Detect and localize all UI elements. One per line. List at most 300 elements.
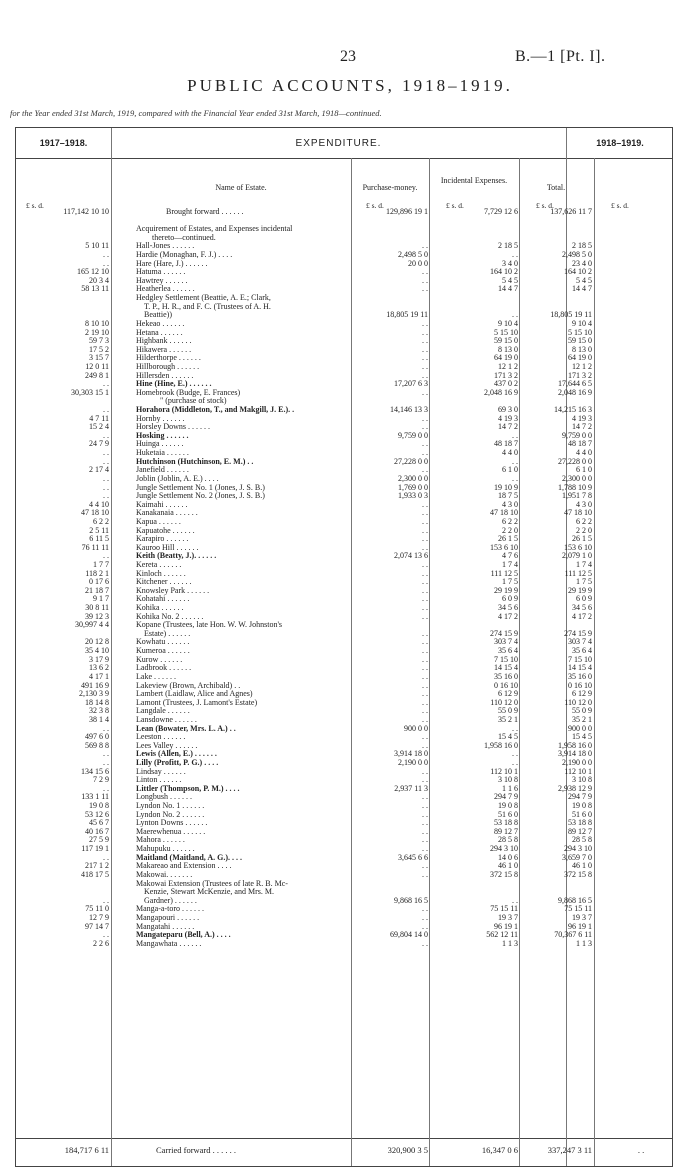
table-row [16, 484, 674, 493]
units-incidental: £ s. d. [446, 201, 464, 210]
table-row [16, 492, 674, 501]
cell-name: Makowai Extension (Trustees of late R. B. Mc- [136, 879, 288, 888]
cell-total: 6 0 9 [576, 595, 592, 604]
cell-previous: . . [103, 259, 109, 268]
cell-incidental: 47 18 10 [490, 509, 518, 518]
cell-name: Makareao and Extension . . . . [136, 862, 232, 871]
cell-purchase: . . [422, 604, 428, 613]
table-row [16, 423, 674, 432]
cell-purchase: . . [422, 836, 428, 845]
cell-previous: . . [103, 853, 109, 862]
cell-name: Hillborough . . . . . . [136, 362, 200, 371]
cell-name: Huinga . . . . . . [136, 440, 184, 449]
cell-name: Homebrook (Budge, E. Frances) [136, 388, 241, 397]
cell-incidental: . . [512, 431, 518, 440]
cell-name: Mangatahi . . . . . . [136, 922, 195, 931]
cell-name: Joblin (Joblin, A. E.) . . . . [136, 474, 219, 483]
units-purchase: £ s. d. [366, 201, 384, 210]
cell-incidental: 19 10 9 [494, 483, 518, 492]
cell-name: thereto—continued. [152, 233, 216, 242]
table-row [16, 707, 674, 716]
table-row [16, 449, 674, 458]
cell-incidental: 4 17 2 [498, 612, 518, 621]
table-row [16, 234, 674, 243]
cell-previous: 2 2 6 [93, 939, 109, 948]
cell-incidental: 294 3 10 [490, 845, 518, 854]
table-row [16, 415, 674, 424]
table-row [16, 329, 674, 338]
cell-previous: 12 7 9 [89, 913, 109, 922]
cell-total: 2,498 5 0 [562, 251, 592, 260]
cell-incidental: 1,958 16 0 [484, 741, 518, 750]
cell-previous: 39 12 3 [85, 612, 109, 621]
footer-divider [16, 1138, 672, 1139]
cell-incidental: . . [512, 724, 518, 733]
cell-previous: 97 14 7 [85, 922, 109, 931]
cell-incidental: 110 12 0 [490, 698, 518, 707]
cell-name: Jungle Settlement No. 2 (Jones, J. S. B.) [136, 492, 265, 501]
cell-name: Karapiro . . . . . . [136, 535, 189, 544]
table-row [16, 587, 674, 596]
table-row [16, 819, 674, 828]
cell-name: Kowhatu . . . . . . [136, 638, 190, 647]
cell-total: 7 15 10 [568, 655, 592, 664]
carried-forward-row [16, 1140, 674, 1160]
table-row [16, 836, 674, 845]
cell-previous: 59 7 3 [89, 337, 109, 346]
cell-previous: 30 8 11 [85, 604, 109, 613]
cell-purchase: . . [422, 767, 428, 776]
cell-previous: . . [103, 931, 109, 940]
cell-previous: 20 12 8 [85, 638, 109, 647]
cell-name: Langdale . . . . . . [136, 707, 190, 716]
cell-purchase: . . [422, 827, 428, 836]
cell-purchase: . . [422, 905, 428, 914]
cell-total: 14,215 16 3 [554, 406, 592, 415]
cell-total: 5 4 5 [576, 276, 592, 285]
cell-incidental: . . [512, 896, 518, 905]
cell-purchase: 2,190 0 0 [398, 759, 428, 767]
cell-purchase: . . [422, 345, 428, 354]
cell-total: 900 0 0 [568, 724, 592, 733]
cell-name: Lewis (Allen, E.) . . . . . . [136, 750, 217, 759]
cell-purchase: . . [422, 819, 428, 828]
table-row [16, 828, 674, 837]
cell-incidental: 111 12 5 [490, 569, 518, 578]
cell-purchase: . . [422, 371, 428, 380]
cell-total: 303 7 4 [568, 638, 592, 647]
table-row [16, 242, 674, 251]
cell-purchase: 27,228 0 0 [394, 457, 428, 466]
cell-name: Huketaia . . . . . . [136, 449, 189, 458]
cell-name: Lyndon No. 2 . . . . . . [136, 810, 205, 819]
cell-incidental: 2 18 5 [498, 242, 518, 251]
table-row [16, 570, 674, 579]
cell-previous: 76 11 11 [81, 543, 109, 552]
cell-name: Kereta . . . . . . [136, 560, 182, 569]
cell-total: 8 13 0 [572, 345, 592, 354]
cell-previous: 58 13 11 [81, 285, 109, 294]
cell-incidental: 35 2 1 [498, 715, 518, 724]
cell-incidental: 6 0 9 [502, 595, 518, 604]
cell-name: Mangapouri . . . . . . [136, 913, 200, 922]
cell-incidental: 75 15 11 [490, 905, 518, 914]
cell-previous: 249 8 1 [85, 371, 109, 380]
cell-incidental: 19 3 7 [498, 913, 518, 922]
cell-name: Lynton Downs . . . . . . [136, 819, 208, 828]
cell-purchase: 129,896 19 1 [386, 208, 428, 216]
cell-total: 153 6 10 [564, 543, 592, 552]
cell-previous: . . [103, 750, 109, 759]
table-row [16, 923, 674, 932]
cell-name: Horahora (Middleton, T., and Makgill, J. E.). . [136, 406, 295, 415]
cell-purchase: . . [422, 698, 428, 707]
table-row [16, 647, 674, 656]
cell-purchase: 2,300 0 0 [398, 474, 428, 483]
cell-previous: 6 11 5 [89, 535, 109, 544]
cell-purchase: . . [422, 526, 428, 535]
cell-purchase: . . [422, 328, 428, 337]
cell-incidental: 112 10 1 [490, 767, 518, 776]
cell-purchase: . . [422, 922, 428, 931]
cell-previous: . . [103, 759, 109, 767]
cell-purchase: . . [422, 913, 428, 922]
cell-name: Mahupuku . . . . . . [136, 845, 195, 854]
cell-purchase: . . [422, 664, 428, 673]
cell-name: Kohika No. 2 . . . . . . [136, 612, 204, 621]
cell-incidental: 16,347 0 6 [481, 1145, 518, 1155]
cell-incidental: 14 7 2 [498, 423, 518, 432]
cell-total: 46 1 0 [572, 862, 592, 871]
cell-total: 4 17 2 [572, 612, 592, 621]
cell-previous: 30,997 4 4 [75, 621, 109, 630]
table-row [16, 759, 674, 768]
document-reference: B.—1 [Pt. I]. [515, 48, 606, 65]
cell-purchase: . . [422, 681, 428, 690]
table-body [16, 208, 674, 948]
cell-name: Manga-a-toro . . . . . . [136, 905, 204, 914]
cell-name: Hatuma . . . . . . [136, 268, 186, 277]
cell-purchase: . . [422, 337, 428, 346]
table-row [16, 793, 674, 802]
cell-previous: 2,130 3 9 [79, 690, 109, 699]
cell-name: Keith (Beatty, J.). . . . . . [136, 552, 217, 561]
cell-previous: 32 3 8 [89, 707, 109, 716]
cell-purchase: . . [422, 586, 428, 595]
table-row [16, 337, 674, 346]
cell-previous: 3 17 9 [89, 655, 109, 664]
cell-incidental: 8 13 0 [498, 345, 518, 354]
cell-incidental: 64 19 0 [494, 354, 518, 363]
cell-incidental: 28 5 8 [498, 836, 518, 845]
incidental-column-header: Incidental Expenses. [440, 176, 508, 185]
cell-total: 35 2 1 [572, 715, 592, 724]
cell-name: Kumeroa . . . . . . [136, 647, 190, 656]
cell-purchase: 2,074 13 6 [394, 552, 428, 561]
cell-total: 1 1 3 [576, 939, 592, 948]
cell-purchase: 320,900 3 5 [387, 1145, 428, 1155]
cell-purchase: . . [422, 500, 428, 509]
table-row [16, 527, 674, 536]
cell-total: 2 18 5 [572, 242, 592, 251]
cell-total: 17,644 6 5 [558, 380, 592, 389]
cell-previous: 3 15 7 [89, 354, 109, 363]
cell-incidental: 18 7 5 [498, 492, 518, 501]
cell-total: 2,938 12 9 [558, 784, 592, 793]
cell-purchase: 17,207 6 3 [394, 380, 428, 389]
cell-total: 137,626 11 7 [550, 208, 592, 216]
cell-total: 372 15 8 [564, 870, 592, 879]
cell-total: 75 15 11 [564, 905, 592, 914]
cell-total: 51 6 0 [572, 810, 592, 819]
table-row [16, 613, 674, 622]
cell-name: Lansdowne . . . . . . [136, 715, 197, 724]
cell-previous: 491 16 9 [81, 681, 109, 690]
cell-name: Makowai. . . . . . . [136, 870, 193, 879]
table-row [16, 682, 674, 691]
cell-total: 14 4 7 [572, 285, 592, 294]
cell-purchase: . . [422, 578, 428, 587]
table-row [16, 217, 674, 226]
cell-name: Lakeview (Brown, Archibald) . . [136, 681, 241, 690]
cell-incidental: 9 10 4 [498, 319, 518, 328]
table-row [16, 871, 674, 880]
cell-total: 337,247 3 11 [547, 1145, 592, 1155]
cell-incidental: 274 15 9 [490, 629, 518, 638]
table-row [16, 914, 674, 923]
cell-total: 15 4 5 [572, 733, 592, 742]
table-row [16, 673, 674, 682]
cell-total: 2,190 0 0 [562, 759, 592, 767]
cell-name: Hosking . . . . . . [136, 431, 189, 440]
table-row [16, 785, 674, 794]
table-row [16, 940, 674, 949]
cell-purchase: . . [422, 647, 428, 656]
cell-purchase: . . [422, 629, 428, 638]
cell-incidental: 29 19 9 [494, 586, 518, 595]
cell-incidental: 12 1 2 [498, 362, 518, 371]
cell-previous: 5 10 11 [85, 242, 109, 251]
cell-incidental: 1 7 5 [502, 578, 518, 587]
cell-total: 64 19 0 [568, 354, 592, 363]
cell-name: Kanakanaia . . . . . . [136, 509, 198, 518]
table-row [16, 699, 674, 708]
cell-total: 0 16 10 [568, 681, 592, 690]
cell-total: 5 15 10 [568, 328, 592, 337]
cell-name: Lean (Bowater, Mrs. L. A.) . . [136, 724, 236, 733]
table-row [16, 372, 674, 381]
cell-total: 111 12 5 [564, 569, 592, 578]
cell-name: Hillersden . . . . . . [136, 371, 194, 380]
cell-previous: 47 18 10 [81, 509, 109, 518]
cell-previous: 0 17 6 [89, 578, 109, 587]
cell-name: Mangateparu (Bell, A.) . . . . [136, 931, 231, 940]
table-row [16, 880, 674, 889]
cell-total: 26 1 5 [572, 535, 592, 544]
cell-total: 6 12 9 [572, 690, 592, 699]
table-row [16, 630, 674, 639]
cell-previous: 418 17 5 [81, 870, 109, 879]
cell-incidental: 3 10 8 [498, 776, 518, 785]
cell-purchase: 2,498 5 0 [398, 251, 428, 260]
cell-total: 19 0 8 [572, 802, 592, 811]
cell-name: Lindsay . . . . . . [136, 767, 186, 776]
cell-name: Hardie (Monaghan, F. J.) . . . . [136, 251, 233, 260]
cell-previous: . . [103, 492, 109, 501]
cell-previous: 53 12 6 [85, 810, 109, 819]
cell-previous: 4 7 11 [89, 414, 109, 423]
cell-total: 2 2 0 [576, 526, 592, 535]
cell-name: Highbank . . . . . . [136, 337, 192, 346]
cell-name: Maerewhenua . . . . . . [136, 827, 206, 836]
cell-incidental: 171 3 2 [494, 371, 518, 380]
cell-incidental: 153 6 10 [490, 543, 518, 552]
cell-total: 9 10 4 [572, 319, 592, 328]
cell-name: Hetana . . . . . . [136, 328, 183, 337]
cell-purchase: . . [422, 449, 428, 458]
cell-purchase: 20 0 0 [408, 259, 428, 268]
cell-total: 3,659 7 0 [562, 853, 592, 862]
cell-purchase: . . [422, 440, 428, 449]
name-column-header: Name of Estate. [215, 183, 267, 192]
table-row [16, 862, 674, 871]
cell-previous: 6 2 2 [93, 517, 109, 526]
cell-name: Kenzie, Stewart McKenzie, and Mrs. M. [144, 888, 274, 897]
table-row [16, 768, 674, 777]
cell-name: Kopane (Trustees, late Hon. W. W. Johnston's [136, 621, 283, 630]
cell-incidental: 437 0 2 [494, 380, 518, 389]
cell-purchase: . . [422, 543, 428, 552]
cell-purchase: 1,933 0 3 [398, 492, 428, 501]
cell-total: 6 2 2 [576, 517, 592, 526]
cell-total: 3,914 18 0 [558, 750, 592, 759]
cell-previous: 12 0 11 [85, 362, 109, 371]
cell-purchase: . . [422, 810, 428, 819]
cell-total: 171 3 2 [568, 371, 592, 380]
cell-total: 4 4 0 [576, 449, 592, 458]
table-row [16, 260, 674, 269]
cell-previous: 19 0 8 [89, 802, 109, 811]
table-row [16, 664, 674, 673]
cell-incidental: 4 19 3 [498, 414, 518, 423]
cell-name: Lambert (Laidlaw, Alice and Agnes) [136, 690, 253, 699]
cell-name: Linton . . . . . . [136, 776, 182, 785]
cell-name: Lamont (Trustees, J. Lamont's Estate) [136, 698, 258, 707]
cell-previous: 217 1 2 [85, 862, 109, 871]
table-row [16, 509, 674, 518]
cell-incidental: 19 0 8 [498, 802, 518, 811]
cell-incidental: . . [512, 474, 518, 483]
cell-incidental: . . [512, 750, 518, 759]
cell-name: Hine (Hine, E.) . . . . . . [136, 380, 212, 389]
cell-total: 2,300 0 0 [562, 474, 592, 483]
cell-incidental: 6 12 9 [498, 690, 518, 699]
table-row [16, 363, 674, 372]
cell-name: Lilly (Profitt, P. G.) . . . . [136, 759, 219, 767]
cell-previous: . . [103, 406, 109, 415]
cell-name: Lyndon No. 1 . . . . . . [136, 802, 205, 811]
cell-incidental: 34 5 6 [498, 604, 518, 613]
table-row [16, 535, 674, 544]
cell-name: Carried forward . . . . . . [156, 1145, 237, 1155]
table-row [16, 656, 674, 665]
cell-purchase: . . [422, 319, 428, 328]
table-row [16, 561, 674, 570]
cell-total: 14 7 2 [572, 423, 592, 432]
cell-total: 3 10 8 [572, 776, 592, 785]
cell-incidental: 14 0 6 [498, 853, 518, 862]
cell-total: 35 6 4 [572, 647, 592, 656]
cell-name: Hekeao . . . . . . [136, 319, 185, 328]
table-row [16, 750, 674, 759]
table-row [16, 311, 674, 320]
cell-name: Estate) . . . . . . [144, 629, 191, 638]
table-row [16, 733, 674, 742]
units-extra: £ s. d. [611, 201, 629, 210]
cell-previous: 117,142 10 10 [63, 208, 109, 216]
cell-previous: . . [103, 474, 109, 483]
cell-purchase: . . [422, 242, 428, 251]
table-row [16, 638, 674, 647]
cell-incidental: 14 4 7 [498, 285, 518, 294]
cell-incidental: 6 2 2 [502, 517, 518, 526]
cell-total: 1,788 10 9 [558, 483, 592, 492]
table-row [16, 251, 674, 260]
cell-total: 1,958 16 0 [558, 741, 592, 750]
cell-total: 14 15 4 [568, 664, 592, 673]
table-row [16, 397, 674, 406]
year-current-heading: 1918–1919. [596, 138, 644, 148]
cell-previous: 45 6 7 [89, 819, 109, 828]
cell-total: 4 19 3 [572, 414, 592, 423]
header-divider [16, 158, 672, 159]
cell-previous: 21 18 7 [85, 586, 109, 595]
page-subtitle: for the Year ended 31st March, 1919, compared with the Financial Year ended 31st March, 1918—continued. [10, 108, 382, 118]
cell-name: Hedgley Settlement (Beattie, A. E.; Clark, [136, 294, 271, 303]
cell-incidental: 2,048 16 9 [484, 388, 518, 397]
cell-purchase: . . [422, 509, 428, 518]
cell-previous: . . [103, 896, 109, 905]
cell-incidental: 48 18 7 [494, 440, 518, 449]
cell-previous: 497 6 0 [85, 733, 109, 742]
cell-purchase: . . [422, 595, 428, 604]
table-row [16, 690, 674, 699]
expenditure-table [15, 127, 673, 1167]
cell-previous: . . [103, 251, 109, 260]
cell-name: Janefield . . . . . . [136, 466, 189, 475]
cell-total: 1,951 7 8 [562, 492, 592, 501]
cell-total: 70,367 6 11 [554, 931, 592, 940]
cell-name: Leeston . . . . . . [136, 733, 186, 742]
cell-incidental: 96 19 1 [494, 922, 518, 931]
cell-name: Kitchener . . . . . . [136, 578, 192, 587]
cell-previous: 24 7 9 [89, 440, 109, 449]
cell-name: Kaimahi . . . . . . [136, 500, 188, 509]
cell-purchase: 3,914 18 0 [394, 750, 428, 759]
cell-total: 294 7 9 [568, 793, 592, 802]
cell-purchase: . . [422, 845, 428, 854]
cell-name: Jungle Settlement No. 1 (Jones, J. S. B.) [136, 483, 265, 492]
cell-incidental: 1 1 3 [502, 939, 518, 948]
cell-total: 4 3 0 [576, 500, 592, 509]
table-row [16, 776, 674, 785]
expenditure-heading: EXPENDITURE. [295, 138, 382, 149]
cell-incidental: 562 12 11 [486, 931, 518, 940]
cell-name: Hutchinson (Hutchinson, E. M.) . . [136, 457, 254, 466]
cell-total: 1 7 5 [576, 578, 592, 587]
cell-extra: . . [637, 1145, 645, 1155]
cell-previous: 18 14 8 [85, 698, 109, 707]
